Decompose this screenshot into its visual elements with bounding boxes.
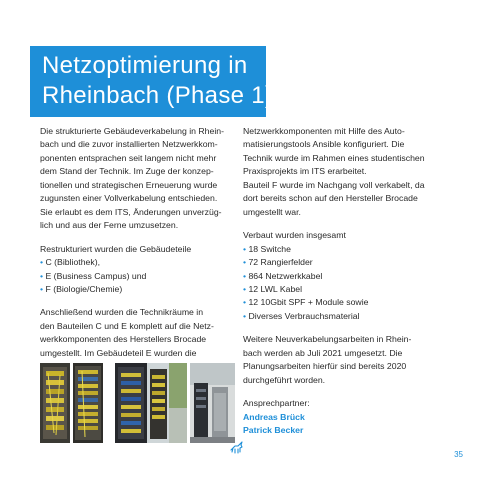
text-line: bach und die zuvor installierten Netzwerkkom- — [40, 139, 218, 150]
text-line: lich und aus der Ferne umzusetzen. — [40, 220, 179, 231]
list-item — [40, 256, 236, 269]
photo-rack-window-image — [147, 363, 187, 443]
list-item-label: 12 10Gbit SPF + Module sowie — [248, 297, 369, 308]
text-line: den Bauteilen C und E komplett auf die Netz- — [40, 320, 214, 331]
bullet-icon: • — [243, 283, 247, 294]
contact-name: Patrick Becker — [243, 425, 304, 436]
text-line: dem Stand der Technik. Im Zuge der konzep- — [40, 166, 214, 177]
text-line: matisierungstools Ansible konfiguriert. Die — [243, 139, 405, 150]
materials-intro: Verbaut wurden insgesamt — [243, 230, 346, 241]
page-number: 35 — [454, 450, 463, 459]
text-line: Planungsarbeiten hierfür sind bereits 2020 — [243, 361, 407, 372]
text-line: bach werden ab Juli 2021 umgesetzt. Die — [243, 347, 403, 358]
photo-server-rack-2 — [73, 363, 103, 443]
list-item-label: 12 LWL Kabel — [248, 283, 303, 294]
tech-rooms-paragraph — [40, 306, 236, 360]
bullet-icon: • — [40, 257, 44, 268]
text-line: tionellen und strategischen Erneuerung wurde — [40, 179, 218, 190]
photo-server-rack-3-image — [115, 363, 147, 443]
text-line: durchgeführt worden. — [243, 374, 326, 385]
text-line: umgestellt. Im Gebäudeteil E wurden die — [40, 347, 197, 358]
bullet-icon: • — [40, 283, 44, 294]
intro-paragraph — [40, 125, 236, 233]
photo-cabinet-room-image — [190, 363, 235, 443]
bullet-icon: • — [243, 270, 247, 281]
text-line: werkkomponenten des Herstellers Brocade — [40, 334, 207, 345]
building-list — [40, 256, 236, 296]
buildings-intro: Restrukturiert wurden die Gebäudeteile — [40, 243, 192, 254]
bullet-icon: • — [243, 297, 247, 308]
page-title-line-2: Rheinbach (Phase 1) — [42, 82, 274, 109]
list-item-label: C (Bibliothek), — [45, 257, 101, 268]
list-item — [243, 270, 443, 283]
photo-server-rack-2-image — [73, 363, 103, 443]
photo-rack-window — [147, 363, 187, 443]
text-line: Netzwerkkomponenten mit Hilfe des Auto- — [243, 126, 405, 136]
list-item — [243, 296, 443, 309]
bullet-icon: • — [243, 243, 247, 254]
text-line: Bauteil F wurde im Nachgang voll verkabelt, da — [243, 179, 425, 190]
right-text-column — [243, 125, 443, 438]
left-text-column — [40, 125, 236, 360]
contact-name: Andreas Brück — [243, 411, 305, 422]
photo-cabinet-room — [190, 363, 235, 443]
outlook-paragraph — [243, 333, 443, 387]
list-item — [40, 283, 236, 296]
text-line: Die strukturierte Gebäudeverkabelung in Rhein- — [40, 126, 224, 136]
text-line: Technik wurde im Rahmen eines studentischen — [243, 152, 425, 163]
list-item-label: F (Biologie/Chemie) — [45, 283, 123, 294]
photo-server-rack-3 — [115, 363, 147, 443]
bullet-icon: • — [40, 270, 44, 281]
unicorn-logo-icon — [229, 440, 245, 456]
list-item-label: 18 Switche — [248, 243, 291, 254]
text-line: Praxisprojekts im ITS erarbeitet. — [243, 166, 367, 177]
ansible-paragraph — [243, 125, 443, 219]
list-item-label: Diverses Verbrauchsmaterial — [248, 310, 360, 321]
text-line: ponenten entsprachen seit langem nicht mehr — [40, 152, 217, 163]
list-item-label: 72 Rangierfelder — [248, 257, 313, 268]
materials-list — [243, 243, 443, 324]
photo-server-rack-1 — [40, 363, 70, 443]
photo-server-rack-1-image — [40, 363, 70, 443]
text-line: Sie erlaubt es dem ITS, Änderungen unverzüg- — [40, 206, 222, 217]
text-line: umgestellt war. — [243, 206, 301, 217]
list-item — [243, 256, 443, 269]
list-item-label: E (Business Campus) und — [45, 270, 147, 281]
text-line: Anschließend wurden die Technikräume in — [40, 307, 204, 318]
contact-label: Ansprechpartner: — [243, 398, 310, 409]
bullet-icon: • — [243, 310, 247, 321]
list-item — [40, 270, 236, 283]
bullet-icon: • — [243, 257, 247, 268]
text-line: dort bereits schon auf den Hersteller Brocade — [243, 193, 418, 204]
text-line: zugunsten einer Vollverkabelung entschieden. — [40, 193, 218, 204]
title-banner — [30, 46, 274, 117]
text-line: Weitere Neuverkabelungsarbeiten in Rhein- — [243, 334, 412, 345]
page-title-line-1: Netzoptimierung in — [42, 52, 248, 79]
list-item — [243, 283, 443, 296]
list-item — [243, 310, 443, 323]
list-item-label: 864 Netzwerkkabel — [248, 270, 323, 281]
list-item — [243, 243, 443, 256]
